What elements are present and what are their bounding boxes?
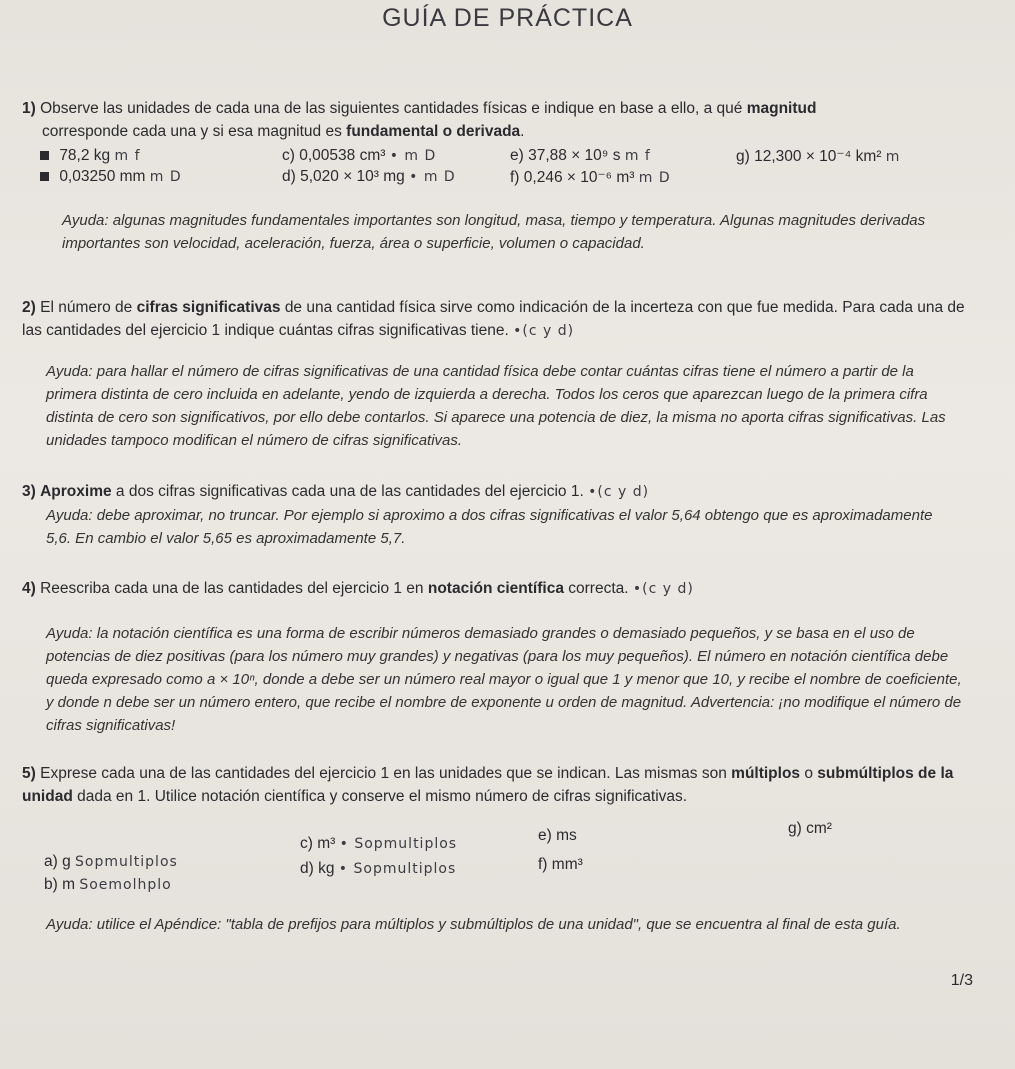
handwritten-note: • Sopmultiplos xyxy=(338,861,457,877)
item-label: c) xyxy=(300,835,313,852)
quantity-value: 12,300 × 10⁻⁴ km² xyxy=(754,148,882,165)
list-item xyxy=(510,147,651,165)
question-3 xyxy=(22,480,972,504)
question-text: Observe las unidades de cada una de las siguientes cantidades físicas e indique en base a ello, a qué xyxy=(40,100,743,117)
handwritten-note: m f xyxy=(624,148,651,164)
question-bold: submúltiplos de la unidad xyxy=(22,765,954,805)
question-bold: notación científica xyxy=(427,580,564,597)
question-number: 2) xyxy=(22,299,36,316)
unit-value: ms xyxy=(556,827,577,844)
handwritten-note: Sopmultiplos xyxy=(75,854,178,870)
question-text: Exprese cada una de las cantidades del ejercicio 1 en las unidades que se indican. Las mismas son xyxy=(40,765,727,782)
handwritten-note: •(c y d) xyxy=(632,581,694,597)
handwritten-note: • Sopmultiplos xyxy=(339,836,458,852)
help-text: Ayuda: utilice el Apéndice: "tabla de prefijos para múltiplos y submúltiplos de una unidad", que se encuentra al final de esta guía. xyxy=(46,916,901,933)
question-text: corresponde cada una y si esa magnitud es xyxy=(42,123,342,140)
question-text: a dos cifras significativas cada una de las cantidades del ejercicio 1. xyxy=(115,483,584,500)
question-number: 5) xyxy=(22,765,36,782)
item-label: b) xyxy=(44,876,58,893)
unit-value: kg xyxy=(318,860,335,877)
handwritten-note: •(c y d) xyxy=(513,323,575,339)
question-text: correcta. xyxy=(568,580,629,597)
question-text: o xyxy=(804,765,813,782)
question-number: 4) xyxy=(22,580,36,597)
list-item xyxy=(40,168,182,186)
help-text: Ayuda: la notación científica es una forma de escribir números demasiado grandes o demasiado pequeños, y se basa en el uso de potencias de diez positivas (para los número muy grandes) y negativas (para los muy pequeños). El número en notación científica debe queda expresado como a × 10ⁿ, donde a debe ser un número real mayor o igual que 1 y menor que 10, y recibe el nombre de coeficiente, y donde n debe ser un número entero, que recibe el nombre de exponente u orden de magnitud. Advertencia: ¡no modifique el número de cifras significativas! xyxy=(46,625,962,734)
item-label: c) xyxy=(282,147,295,164)
list-item xyxy=(788,820,832,838)
question-text: . xyxy=(520,123,525,140)
quantity-value: 5,020 × 10³ mg xyxy=(300,168,405,185)
handwritten-note: • m D xyxy=(409,169,456,185)
handwritten-note: • m D xyxy=(389,148,437,164)
help-text: Ayuda: para hallar el número de cifras significativas de una cantidad física debe contar cuántas cifras tiene el número a partir de la primera distinta de cero incluida en adelante, yendo de izquierda a derecha. Todos los ceros que aparezcan luego de la primera cifra distinta de cero son significativos, por ello debe contarlos. Si aparece una potencia de diez, la misma no aporta cifras significativas. Las unidades tampoco modifican el número de cifras significativas. xyxy=(46,363,946,449)
question-bold: magnitud xyxy=(746,100,817,117)
help-text: Ayuda: algunas magnitudes fundamentales importantes son longitud, masa, tiempo y temperatura. Algunas magnitudes derivadas importantes son velocidad, aceleración, fuerza, área o superficie, volumen o capacidad. xyxy=(62,212,926,252)
quantity-value: 0,246 × 10⁻⁶ m³ xyxy=(523,169,635,186)
question-bold: múltiplos xyxy=(731,765,801,782)
question-text: El número de xyxy=(40,299,133,316)
question-bold: Aproxime xyxy=(40,483,112,500)
question-2 xyxy=(22,296,972,343)
help-text: Ayuda: debe aproximar, no truncar. Por ejemplo si aproximo a dos cifras significativas el valor 5,64 obtengo que es aproximadamente 5,6. En cambio el valor 5,65 es aproximadamente 5,7. xyxy=(46,507,933,547)
question-text: Reescriba cada una de las cantidades del ejercicio 1 en xyxy=(40,580,424,597)
list-item xyxy=(538,856,583,874)
list-item xyxy=(44,853,178,871)
list-item xyxy=(40,147,141,165)
item-label: g) xyxy=(736,148,750,165)
handwritten-note: m D xyxy=(149,169,182,185)
question-text: dada en 1. Utilice notación científica y conserve el mismo número de cifras significativas. xyxy=(77,788,688,805)
quantity-value: 37,88 × 10⁹ s xyxy=(528,147,621,164)
handwritten-note: m f xyxy=(114,148,141,164)
unit-value: g xyxy=(62,853,71,870)
page-number: 1/3 xyxy=(950,972,973,989)
bullet-icon xyxy=(40,151,49,160)
list-item xyxy=(300,860,456,878)
unit-value: m³ xyxy=(317,835,336,852)
quantity-value: 0,03250 mm xyxy=(59,168,146,185)
handwritten-note: m D xyxy=(638,170,671,186)
quantity-value: 78,2 kg xyxy=(59,147,111,164)
page-title: GUÍA DE PRÁCTICA xyxy=(382,4,633,32)
list-item xyxy=(282,147,436,165)
item-label: d) xyxy=(282,168,296,185)
item-label: e) xyxy=(538,827,552,844)
quantity-value: 0,00538 cm³ xyxy=(299,147,386,164)
question-bold: fundamental o derivada xyxy=(346,123,521,140)
list-item xyxy=(538,827,577,845)
item-label: e) xyxy=(510,147,524,164)
unit-value: cm² xyxy=(806,820,832,837)
bullet-icon xyxy=(40,172,49,181)
unit-value: mm³ xyxy=(551,856,583,873)
item-label: g) xyxy=(788,820,802,837)
item-label: f) xyxy=(538,856,548,873)
list-item xyxy=(300,835,457,853)
question-bold: cifras significativas xyxy=(136,299,281,316)
handwritten-note: •(c y d) xyxy=(588,484,650,500)
item-label: f) xyxy=(510,169,520,186)
handwritten-note: Soemolhplo xyxy=(79,877,172,893)
question-text: de una cantidad física sirve como indicación de la incerteza con que fue medida. Para cada una de las cantidades del ejercicio 1 indique cuántas cifras significativas tiene. xyxy=(22,299,965,339)
question-number: 1) xyxy=(22,100,36,117)
question-number: 3) xyxy=(22,483,36,500)
question-4 xyxy=(22,577,972,601)
list-item xyxy=(282,168,456,186)
question-1 xyxy=(22,97,982,143)
list-item xyxy=(44,876,172,894)
list-item xyxy=(510,168,671,187)
unit-value: m xyxy=(62,876,76,893)
item-label: d) xyxy=(300,860,314,877)
handwritten-note: m xyxy=(885,149,901,165)
item-label: a) xyxy=(44,853,58,870)
list-item xyxy=(736,147,900,166)
question-5 xyxy=(22,762,987,808)
